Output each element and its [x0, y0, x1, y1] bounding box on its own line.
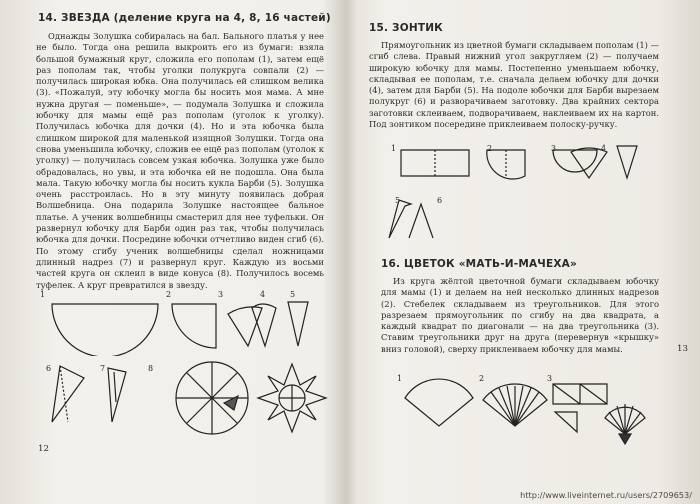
fig-finished-flower: [605, 404, 645, 444]
right-page: [355, 0, 700, 504]
fig-rectangle-triangles: [553, 384, 607, 432]
section-14-title: 14. ЗВЕЗДА (деление круга на 4, 8, 16 частей): [38, 12, 331, 24]
page-number-left: 12: [38, 444, 49, 454]
fig-fan-sector: [405, 379, 473, 426]
umbrella-label-4: 4: [601, 144, 607, 153]
section-16-text: Из круга жёлтой цветочной бумаги складываем юбочку для мамы (1) и делаем на ней несколько длинных надрезов (2). Стебелек складываем из треугольников. Для этого разрезаем прямоугольник по сгибу на два квадрата, а каждый квадрат по диагонали — на два треугольника (3). Ставим треугольники друг на друга (перевернув «крышку» вниз головой), сверху приклеиваем юбочку для мамы.: [381, 276, 659, 354]
section-15-title: 15. ЗОНТИК: [369, 22, 443, 34]
fig-sector-6-notched: [389, 200, 411, 238]
label-5: 5: [290, 290, 296, 299]
label-1: 1: [40, 290, 46, 299]
star-figures-row-1: [30, 296, 330, 356]
page-number-right: 13: [677, 344, 688, 354]
umbrella-label-5: 5: [395, 196, 401, 205]
section-14-text: Однажды Золушка собиралась на бал. Бального платья у нее не было. Тогда она решила выкроить его из бумаги: взяла большой бумажный круг, сложила его пополам (1), затем ещё раз пополам так, чтобы уголки полукруга совпали (2) — получилась широкая юбка. Она получилась ей слишком велика (3). «Пожалуй, эту юбочку могла бы носить моя мама. А мне нужна другая — поменьше», — подумала Золушка и сложила юбочку для мамы ещё раз пополам (уголок к уголку). Получилась юбочка для дочки (4). Но и эта юбочка была слишком широкой для маленькой изящной Золушки. Тогда она снова уменьшила юбочку, сложив ее ещё раз пополам (уголок к уголку) — получилась совсем узкая юбочка. Золушка уже было обрадовалась, но увы, и эта юбочка ей не подошла. Она была мала. Такую юбочку могла бы носить кукла Барби (5). Золушка очень расстроилась. Но в эту минуту появилась добрая Волшебница. Она подарила Золушке настоящее бальное платье. А ученик волшебницы смастерил для нее туфельки. Он развернул юбочку для Барби один раз так, чтобы получилась юбочка для дочки. Посредине юбочки отчетливо виден сгиб (6). По этому сгибу ученик волшебницы сделал ножницами длинный надрез (7) и развернул круг. Каждую из восьми частей круга он склеил в виде конуса (8). Получилось восемь туфелек. А круг превратился в звезду.: [36, 31, 324, 290]
fig-fan-cut: [483, 384, 547, 426]
label-7: 7: [100, 364, 106, 373]
label-4: 4: [260, 290, 266, 299]
fig-eight-point-star: [258, 364, 326, 432]
flower-label-3: 3: [547, 374, 553, 383]
fig-half-disc: [553, 150, 597, 172]
flower-figures: [395, 378, 655, 450]
umbrella-figures: [365, 142, 665, 252]
fig-cone-with-fold: [52, 366, 84, 422]
label-8: 8: [148, 364, 154, 373]
section-15-text: Прямоугольник из цветной бумаги складываем пополам (1) — сгиб слева. Правый нижний угол закругляем (2) — получаем широкую юбочку для мамы. Постепенно уменьшаем юбочку, складывая ее пополам, т.е. сначала делаем юбочку для дочки (4), затем для Барби (5). На подоле юбочки для Барби вырезаем полукруг (6) и разворачиваем заготовку. Два крайних сектора заготовки склеиваем, подворачиваем, наклеиваем их на картон. Под зонтиком посередине приклеиваем полоску-ручку.: [369, 40, 659, 130]
umbrella-label-6: 6: [437, 196, 443, 205]
umbrella-label-3: 3: [551, 144, 557, 153]
umbrella-label-2: 2: [487, 144, 493, 153]
fig-small-cone: [409, 204, 433, 238]
flower-label-1: 1: [397, 374, 403, 383]
fig-cut-cone: [108, 368, 126, 422]
label-3: 3: [218, 290, 224, 299]
label-2: 2: [166, 290, 172, 299]
umbrella-label-1: 1: [391, 144, 397, 153]
section-16-title: 16. ЦВЕТОК «МАТЬ-И-МАЧЕХА»: [381, 258, 577, 270]
watermark-url: http://www.liveinternet.ru/users/2709653/: [520, 490, 692, 500]
fig-half-circle: [52, 304, 158, 356]
fig-quarter-circle: [172, 304, 216, 348]
star-figures-row-2: [30, 358, 330, 438]
fig-narrow-cone: [288, 302, 308, 346]
fig-sector-5: [617, 146, 637, 178]
fig-divided-circle: [176, 362, 248, 434]
fig-wide-cone: [228, 307, 262, 346]
label-6: 6: [46, 364, 52, 373]
flower-label-2: 2: [479, 374, 485, 383]
